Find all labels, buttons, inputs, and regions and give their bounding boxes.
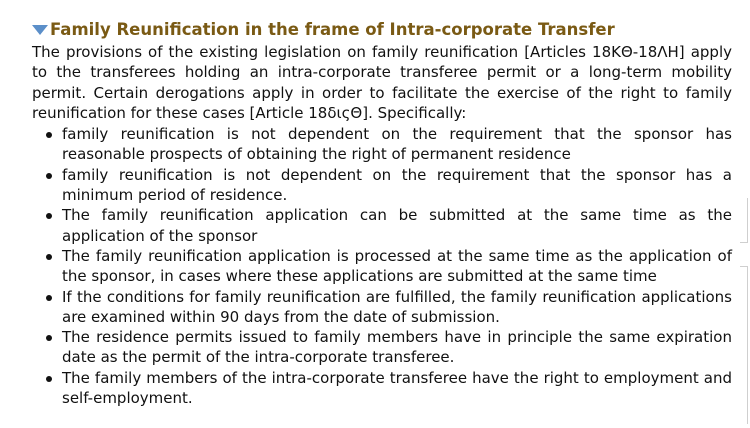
collapse-triangle-icon[interactable] [32, 25, 48, 35]
right-edge-tick [740, 242, 748, 243]
bullet-icon [46, 173, 52, 179]
bullet-icon [46, 132, 52, 138]
bullet-icon [46, 254, 52, 260]
list-item [32, 246, 732, 287]
list-item [32, 368, 732, 409]
list-item-text: The family members of the intra-corporate transferee have the right to employment and self-employment. [62, 368, 732, 408]
list-item-text: family reunification is not dependent on the requirement that the sponsor has a minimum period of residence. [62, 165, 732, 205]
bullet-icon [46, 213, 52, 219]
list-item [32, 327, 732, 368]
list-item [32, 165, 732, 206]
list-item-text: The residence permits issued to family members have in principle the same expiration date as the permit of the intra-corporate transferee. [62, 328, 732, 367]
derogations-list [32, 124, 732, 408]
family-reunification-section [32, 18, 732, 408]
right-edge-divider [747, 266, 748, 424]
section-title: Family Reunification in the frame of Intra-corporate Transfer [50, 19, 615, 39]
bullet-icon [46, 295, 52, 301]
list-item-text: The family reunification application is processed at the same time as the application of the sponsor, in cases where these applications are submitted at the same time [62, 246, 732, 286]
list-item [32, 124, 732, 165]
list-item-text: If the conditions for family reunification are fulfilled, the family reunification applications are examined within 90 days from the date of submission. [62, 287, 732, 326]
section-heading[interactable] [32, 18, 732, 40]
list-item [32, 287, 732, 328]
right-edge-tick [740, 266, 748, 267]
list-item-text: family reunification is not dependent on the requirement that the sponsor has reasonable prospects of obtaining the right of permanent residence [62, 125, 732, 164]
bullet-icon [46, 335, 52, 341]
intro-paragraph: The provisions of the existing legislation on family reunification [Articles 18ΚΘ-18ΛΗ] apply to the transferees holding an intra-corporate transferee permit or a long-term mobility permit. Certain derogations apply in order to facilitate the exercise of the right to family reunification for these cases [Article 18διςΘ]. Specifically: [32, 43, 732, 122]
list-item [32, 205, 732, 246]
right-edge-divider [747, 198, 748, 242]
bullet-icon [46, 376, 52, 382]
list-item-text: The family reunification application can be submitted at the same time as the application of the sponsor [62, 206, 732, 245]
